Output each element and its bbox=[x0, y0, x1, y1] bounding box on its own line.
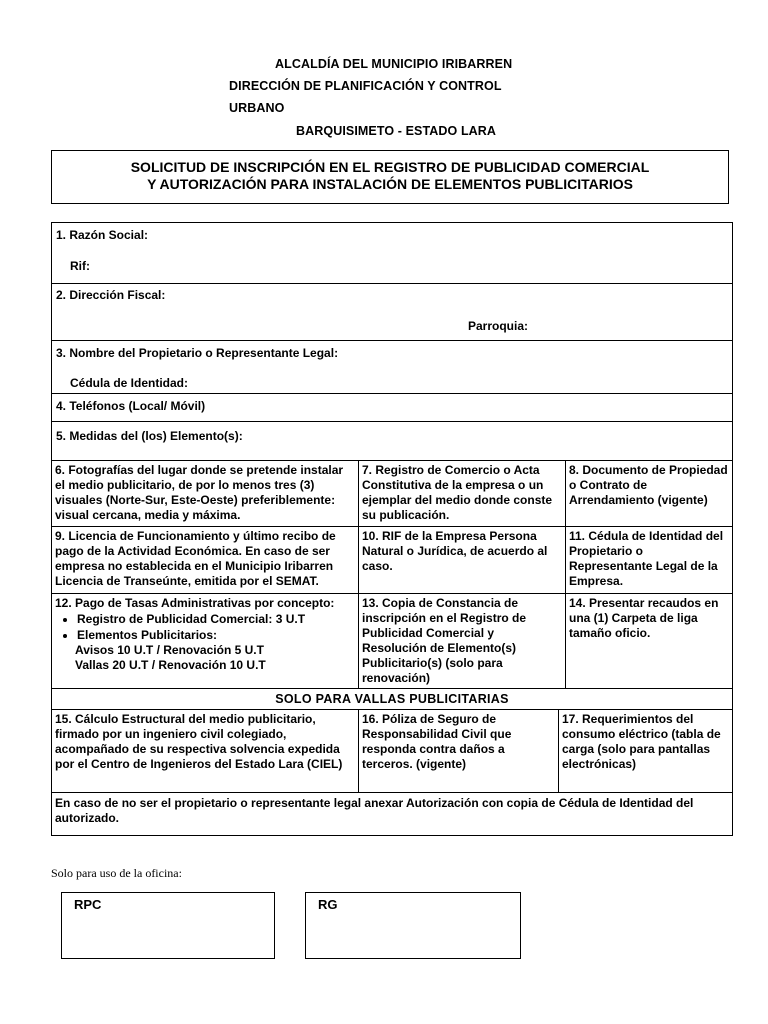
requirement-16: 16. Póliza de Seguro de Responsabilidad Civil que responda contra daños a terceros. (vigente) bbox=[358, 710, 558, 792]
requirements-row-3 bbox=[52, 594, 732, 689]
rif-label: Rif: bbox=[70, 259, 90, 273]
requirements-row-2 bbox=[52, 527, 732, 594]
header-line-3: URBANO bbox=[229, 101, 285, 115]
office-use-label: Solo para uso de la oficina: bbox=[51, 866, 182, 880]
rpc-box[interactable] bbox=[61, 892, 275, 959]
header-line-4: BARQUISIMETO - ESTADO LARA bbox=[296, 124, 497, 138]
cedula-label: Cédula de Identidad: bbox=[70, 376, 189, 390]
requirements-row-1 bbox=[52, 461, 732, 527]
header-line-2: DIRECCIÓN DE PLANIFICACIÓN Y CONTROL bbox=[229, 79, 502, 93]
requirement-6: 6. Fotografías del lugar donde se pretende instalar el medio publicitario, de por lo menos tres (3) visuales (Norte-Sur, Este-Oeste) preferiblemente: visual cercana, media y máxima. bbox=[55, 463, 344, 522]
requirement-10: 10. RIF de la Empresa Persona Natural o Jurídica, de acuerdo al caso. bbox=[358, 527, 565, 593]
medidas-row bbox=[52, 422, 732, 461]
requirement-12-vallas: Vallas 20 U.T / Renovación 10 U.T bbox=[75, 658, 266, 672]
direccion-fiscal-row bbox=[52, 284, 732, 341]
requirement-13: 13. Copia de Constancia de inscripción en el Registro de Publicidad Comercial y Resolución de Elemento(s) Publicitario(s) (solo para renovación) bbox=[358, 594, 565, 688]
rg-label: RG bbox=[318, 897, 338, 912]
razon-social-row bbox=[52, 223, 732, 284]
requirement-12-title: 12. Pago de Tasas Administrativas por concepto: bbox=[55, 596, 335, 610]
vallas-requirements-row bbox=[52, 710, 732, 793]
requirement-11: 11. Cédula de Identidad del Propietario o Representante Legal de la Empresa. bbox=[565, 527, 732, 593]
requirement-12-item-elementos: • Elementos Publicitarios: bbox=[77, 627, 355, 643]
requirement-9: 9. Licencia de Funcionamiento y último recibo de pago de la Actividad Económica. En caso de ser empresa no establecida en el Municipio Iribarren Licencia de Transeúnte, emitida por el SEMAT. bbox=[55, 529, 336, 588]
requirement-14: 14. Presentar recaudos en una (1) Carpeta de liga tamaño oficio. bbox=[565, 594, 732, 688]
form-title-line-1: SOLICITUD DE INSCRIPCIÓN EN EL REGISTRO DE PUBLICIDAD COMERCIAL bbox=[130, 159, 650, 175]
header-line-1: ALCALDÍA DEL MUNICIPIO IRIBARREN bbox=[275, 57, 513, 71]
parroquia-label: Parroquia: bbox=[468, 319, 529, 333]
authorization-note: En caso de no ser el propietario o representante legal anexar Autorización con copia de Cédula de Identidad del autorizado. bbox=[55, 796, 694, 825]
requirement-17: 17. Requerimientos del consumo eléctrico (tabla de carga (solo para pantallas electrónicas) bbox=[558, 710, 732, 792]
telefonos-row bbox=[52, 394, 732, 422]
razon-social-label: 1. Razón Social: bbox=[56, 228, 149, 242]
requirement-8: 8. Documento de Propiedad o Contrato de Arrendamiento (vigente) bbox=[565, 461, 732, 526]
requirement-12-list bbox=[55, 611, 355, 643]
vallas-heading-row bbox=[52, 689, 732, 710]
requirement-12-avisos: Avisos 10 U.T / Renovación 5 U.T bbox=[75, 643, 264, 657]
requirement-7: 7. Registro de Comercio o Acta Constitutiva de la empresa o un ejemplar del medio donde conste su publicación. bbox=[358, 461, 565, 526]
direccion-fiscal-label: 2. Dirección Fiscal: bbox=[56, 288, 166, 302]
vallas-heading: SOLO PARA VALLAS PUBLICITARIAS bbox=[275, 692, 509, 706]
form-title bbox=[51, 150, 729, 204]
telefonos-label: 4. Teléfonos (Local/ Móvil) bbox=[56, 399, 206, 413]
requirement-12 bbox=[52, 594, 358, 688]
note-row bbox=[52, 793, 732, 835]
form-title-line-2: Y AUTORIZACIÓN PARA INSTALACIÓN DE ELEMENTOS PUBLICITARIOS bbox=[147, 176, 633, 192]
rg-box[interactable] bbox=[305, 892, 521, 959]
rpc-label: RPC bbox=[74, 897, 102, 912]
propietario-row bbox=[52, 341, 732, 394]
propietario-label: 3. Nombre del Propietario o Representante Legal: bbox=[56, 346, 339, 360]
requirement-15: 15. Cálculo Estructural del medio publicitario, firmado por un ingeniero civil colegiado, acompañado de su respectiva solvencia expedida por el Centro de Ingenieros del Estado Lara (CIEL) bbox=[55, 712, 343, 771]
medidas-label: 5. Medidas del (los) Elemento(s): bbox=[56, 429, 243, 443]
requirement-12-item-registro: • Registro de Publicidad Comercial: 3 U.T bbox=[77, 611, 355, 627]
application-form bbox=[51, 222, 733, 836]
